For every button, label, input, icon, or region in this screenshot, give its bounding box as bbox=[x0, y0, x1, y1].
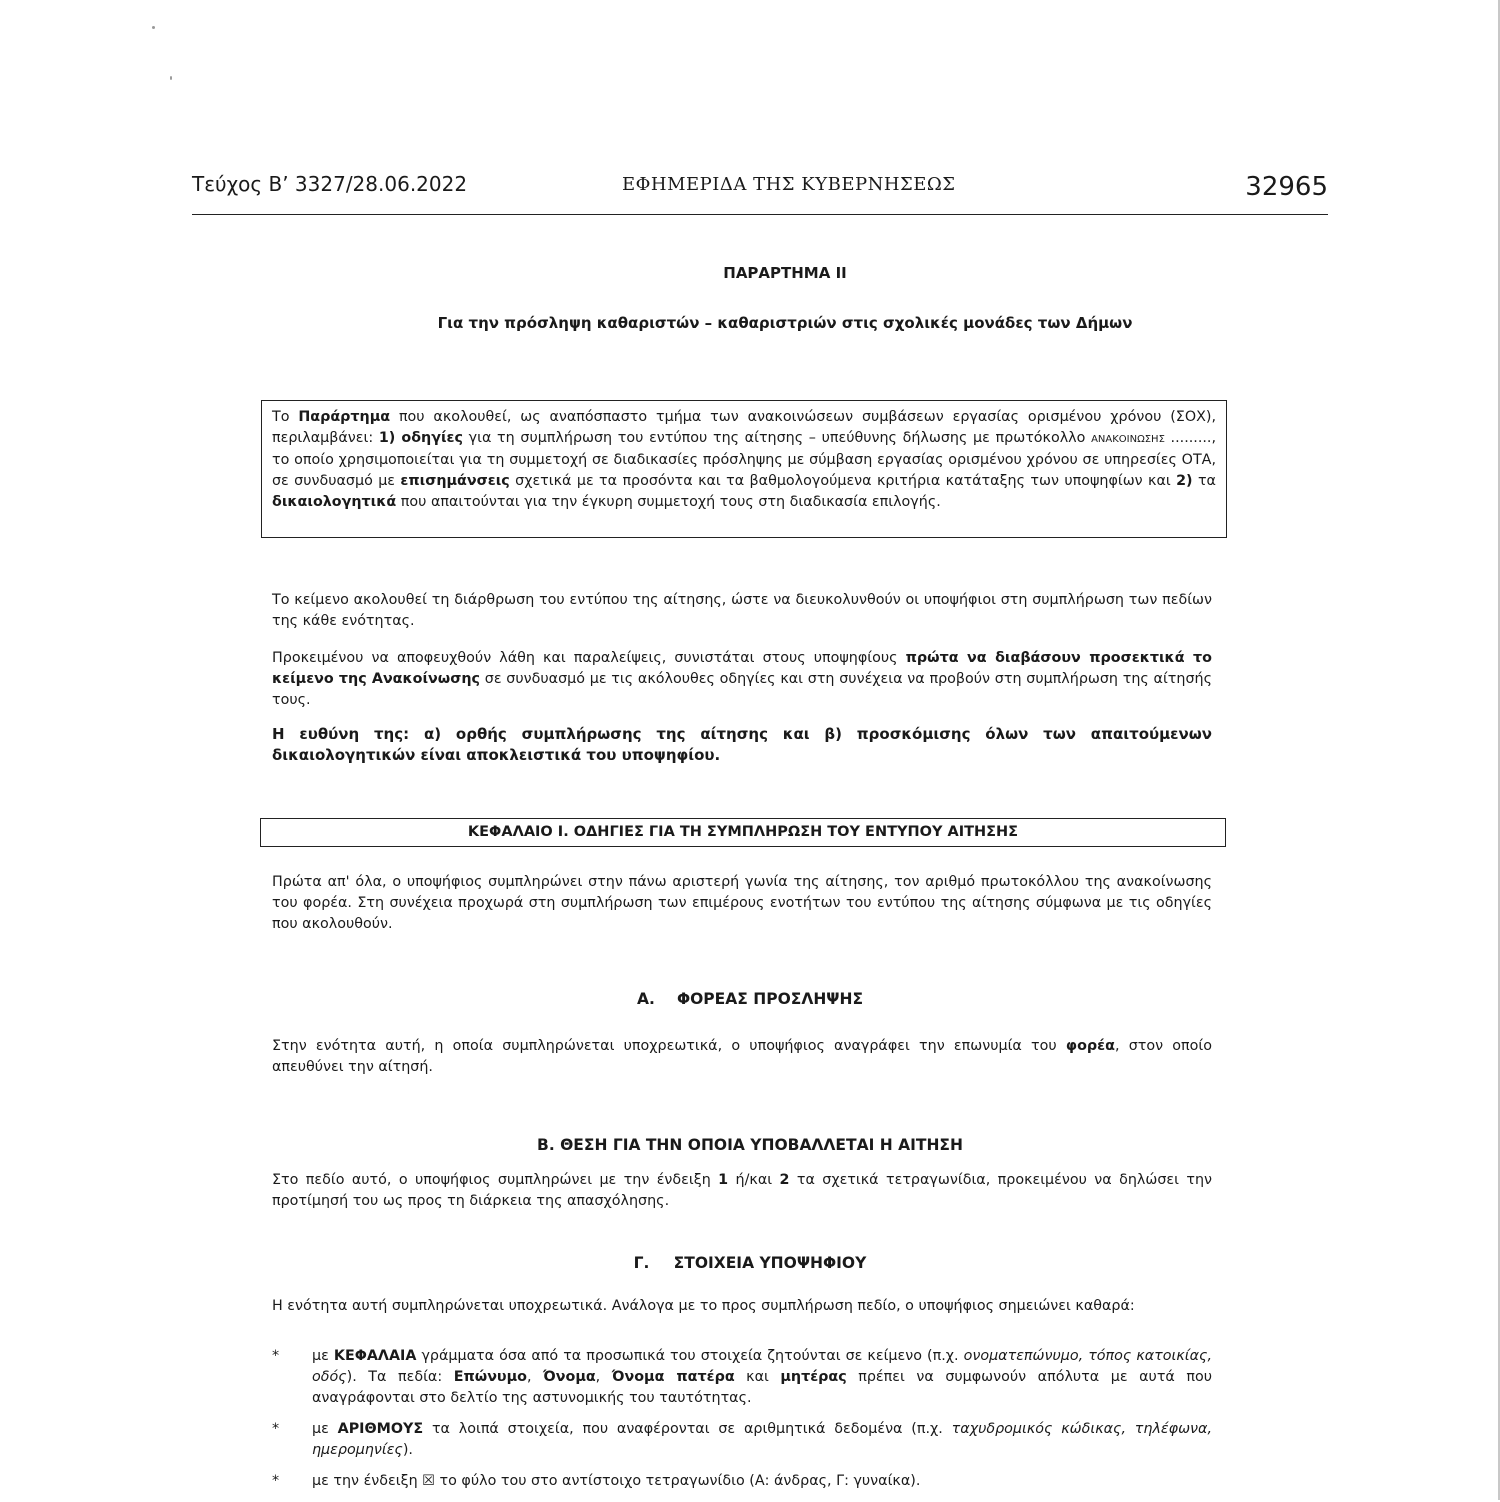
chapter-heading: ΚΕΦΑΛΑΙΟ Ι. ΟΔΗΓΙΕΣ ΓΙΑ ΤΗ ΣΥΜΠΛΗΡΩΣΗ ΤΟΥ ΕΝΤΥΠΟΥ ΑΙΤΗΣΗΣ bbox=[260, 818, 1226, 847]
bold-run: δικαιολογητικά bbox=[272, 494, 397, 510]
text-run: , bbox=[595, 1369, 612, 1385]
text-run: τα bbox=[1192, 473, 1216, 489]
text-run: ). bbox=[402, 1442, 413, 1458]
text-run: με bbox=[312, 1421, 338, 1437]
italic-run: ονοματεπώνυμο, τόπος κατοικίας, οδός bbox=[312, 1348, 1212, 1385]
text-run: σε συνδυασμό με τις ακόλουθες οδηγίες και στη συνέχεια να προβούν στη συμπλήρωση της αίτησής τους. bbox=[272, 671, 1212, 708]
bold-run: 2) bbox=[1176, 473, 1193, 489]
gazette-title: ΕΦΗΜΕΡΙΔΑ ΤΗΣ ΚΥΒΕΡΝΗΣΕΩΣ bbox=[622, 174, 956, 195]
section-letter: Γ. bbox=[633, 1254, 650, 1272]
intro-box bbox=[261, 400, 1227, 538]
text-run: τα σχετικά τετραγωνίδια, προκειμένου να δηλώσει την προτίμησή του ως προς τη διάρκεια της απασχόλησης. bbox=[272, 1172, 1213, 1209]
responsibility-paragraph: Η ευθύνη της: α) ορθής συμπλήρωσης της αίτησης και β) προσκόμισης όλων των απαιτούμενων δικαιολογητικών είναι αποκλειστικά του υποψηφίου. bbox=[272, 725, 1212, 764]
text-run: που απαιτούνται για την έγκυρη συμμετοχή τους στη διαδικασία επιλογής. bbox=[396, 494, 941, 510]
text-run: πρέπει να συμφωνούν απόλυτα με αυτά που αναγράφονται στο δελτίο της αστυνομικής του ταυτότητας. bbox=[312, 1369, 1213, 1406]
section-heading-c bbox=[0, 1254, 1500, 1272]
text-run: ή/και bbox=[728, 1172, 780, 1188]
bold-run: ΚΕΦΑΛΑΙΑ bbox=[333, 1348, 417, 1364]
paragraph bbox=[272, 648, 1212, 711]
bold-run: Όνομα πατέρα bbox=[611, 1369, 735, 1385]
annex-title: ΠΑΡΑΡΤΗΜΑ ΙΙ bbox=[723, 264, 847, 282]
text-run: για τη συμπλήρωση του εντύπου της αίτησης – υπεύθυνης δήλωσης με πρωτόκολλο bbox=[462, 430, 1092, 446]
bullet-asterisk: * bbox=[272, 1473, 280, 1489]
list-item bbox=[272, 1419, 1212, 1461]
paragraph: Η ενότητα αυτή συμπληρώνεται υποχρεωτικά. Ανάλογα με το προς συμπλήρωση πεδίο, ο υποψήφιος σημειώνει καθαρά: bbox=[272, 1298, 1135, 1314]
text-run: , στον οποίο απευθύνει την αίτησή. bbox=[272, 1038, 1212, 1075]
page-number: 32965 bbox=[1245, 172, 1328, 202]
text-run: με bbox=[312, 1348, 334, 1364]
bold-run: Επώνυμο bbox=[453, 1369, 527, 1385]
paragraph: Το κείμενο ακολουθεί τη διάρθρωση του εντύπου της αίτησης, ώστε να διευκολυνθούν οι υποψήφιοι στη συμπλήρωση των πεδίων της κάθε ενότητας. bbox=[272, 592, 1212, 629]
text-run: , bbox=[526, 1369, 544, 1385]
bullet-asterisk: * bbox=[272, 1348, 280, 1364]
paragraph bbox=[272, 1036, 1212, 1078]
text-run: Το bbox=[272, 409, 299, 425]
text-run: γράμματα όσα από τα προσωπικά του στοιχεία ζητούνται σε κείμενο (π.χ. bbox=[416, 1348, 964, 1364]
bold-run: μητέρας bbox=[780, 1369, 847, 1385]
text-run: ). Τα πεδία: bbox=[346, 1369, 454, 1385]
page-header bbox=[192, 170, 1328, 215]
text-run: Στην ενότητα αυτή, η οποία συμπληρώνεται υποχρεωτικά, ο υποψήφιος αναγράφει την επωνυμία του bbox=[272, 1038, 1066, 1054]
section-title: ΦΟΡΕΑΣ ΠΡΟΣΛΗΨΗΣ bbox=[676, 990, 864, 1008]
instruction-list bbox=[272, 1346, 1212, 1502]
paragraph bbox=[272, 1170, 1212, 1212]
text-run: Στο πεδίο αυτό, ο υποψήφιος συμπληρώνει με την ένδειξη bbox=[272, 1172, 719, 1188]
annex-subtitle: Για την πρόσληψη καθαριστών – καθαριστριών στις σχολικές μονάδες των Δήμων bbox=[437, 314, 1133, 332]
text-run: με την ένδειξη ☒ το φύλο του στο αντίστοιχο τετραγωνίδιο (Α: άνδρας, Γ: γυναίκα). bbox=[312, 1473, 921, 1489]
paragraph: Πρώτα απ' όλα, ο υποψήφιος συμπληρώνει στην πάνω αριστερή γωνία της αίτησης, τον αριθμό πρωτοκόλλου της ανακοίνωσης του φορέα. Στη συνέχεια προχωρά στη συμπλήρωση των επιμέρους ενοτήτων του εντύπου της αίτησης σύμφωνα με τις οδηγίες που ακολουθούν. bbox=[272, 874, 1212, 932]
text-run: τα λοιπά στοιχεία, που αναφέρονται σε αριθμητικά δεδομένα (π.χ. bbox=[423, 1421, 952, 1437]
bold-run: Παράρτημα bbox=[298, 409, 391, 425]
section-letter: Α. bbox=[636, 990, 655, 1008]
italic-run: ταχυδρομικός κώδικας, τηλέφωνα, ημερομηνίες bbox=[312, 1421, 1212, 1458]
list-item bbox=[272, 1471, 1212, 1492]
text-run: Προκειμένου να αποφευχθούν λάθη και παραλείψεις, συνιστάται στους υποψηφίους bbox=[272, 650, 906, 666]
section-heading-b: Β. ΘΕΣΗ ΓΙΑ ΤΗΝ ΟΠΟΙΑ ΥΠΟΒΑΛΛΕΤΑΙ Η ΑΙΤΗΣΗ bbox=[537, 1136, 963, 1154]
bold-run: Όνομα bbox=[543, 1369, 596, 1385]
text-run: σχετικά με τα προσόντα και τα βαθμολογούμενα κριτήρια κατάταξης των υποψηφίων και bbox=[509, 473, 1177, 489]
bullet-asterisk: * bbox=[272, 1421, 280, 1437]
issue-number: Τεύχος Β’ 3327/28.06.2022 bbox=[192, 172, 468, 196]
list-item bbox=[272, 1346, 1212, 1409]
scan-speck bbox=[170, 76, 172, 80]
section-title: ΣΤΟΙΧΕΙΑ ΥΠΟΨΗΦΙΟΥ bbox=[673, 1254, 867, 1272]
bold-run: φορέα bbox=[1065, 1038, 1115, 1054]
bold-run: επισημάνσεις bbox=[400, 473, 510, 489]
scan-speck bbox=[152, 26, 155, 29]
small-caps-run: ΑΝΑΚΟΙΝΩΣΗΣ bbox=[1091, 434, 1165, 445]
text-run: και bbox=[734, 1369, 781, 1385]
bold-run: 1 bbox=[718, 1172, 729, 1188]
bold-run: 2 bbox=[779, 1172, 790, 1188]
bold-run: πρώτα να διαβάσουν προσεκτικά το κείμενο της Ανακοίνωσης bbox=[272, 650, 1212, 687]
bold-run: 1) οδηγίες bbox=[378, 430, 463, 446]
text-run: ........., το οποίο χρησιμοποιείται για τη συμμετοχή σε διαδικασίες πρόσληψης με σύμβαση εργασίας ορισμένου χρόνου σε υπηρεσίες ΟΤΑ, σε συνδυασμό με bbox=[272, 430, 1217, 489]
text-run: που ακολουθεί, ως αναπόσπαστο τμήμα των ανακοινώσεων συμβάσεων εργασίας ορισμένου χρόνου (ΣΟΧ), περιλαμβάνει: bbox=[272, 409, 1216, 446]
section-heading-a bbox=[0, 990, 1500, 1008]
bold-run: ΑΡΙΘΜΟΥΣ bbox=[337, 1421, 424, 1437]
